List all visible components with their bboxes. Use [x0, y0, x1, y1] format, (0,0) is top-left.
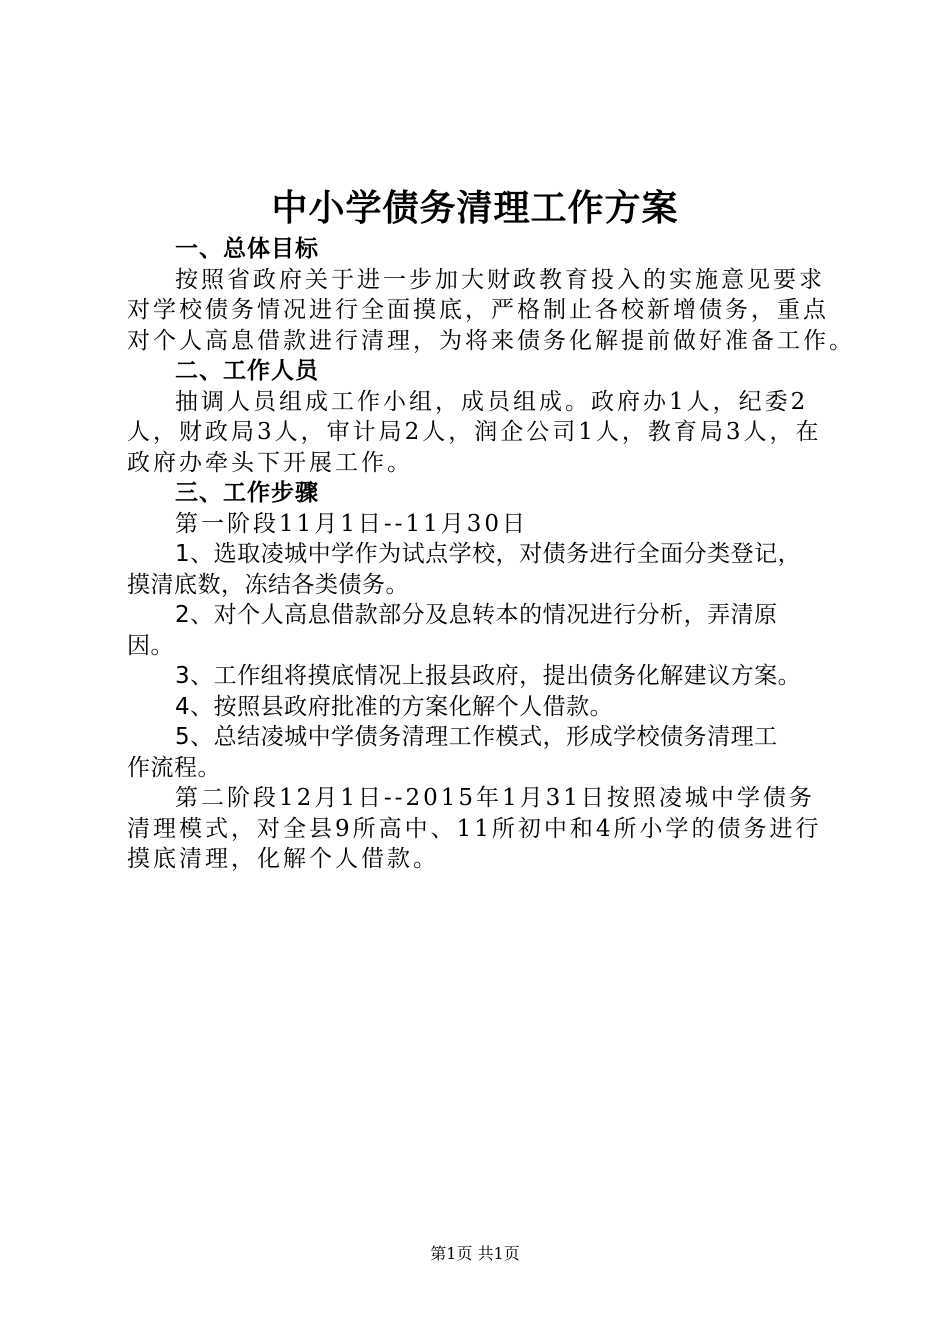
paragraph-line: 对个人高息借款进行清理，为将来债务化解提前做好准备工作。 [127, 327, 855, 354]
phase-one-line: 第一阶段11月1日--11月30日 [175, 510, 528, 537]
step-item-line: 1、选取凌城中学作为试点学校，对债务进行全面分类登记， [175, 541, 802, 567]
paragraph-line: 摸底清理，化解个人借款。 [127, 846, 439, 872]
document-body [127, 234, 855, 875]
step-item-line: 因。 [127, 632, 174, 659]
step-item-line: 作流程。 [127, 754, 221, 781]
step-item-line: 摸清底数，冻结各类债务。 [127, 571, 409, 598]
step-item-line: 3、工作组将摸底情况上报县政府，提出债务化解建议方案。 [175, 663, 802, 689]
section-heading-staff: 二、工作人员 [175, 358, 319, 384]
step-item-line: 5、总结凌城中学债务清理工作模式，形成学校债务清理工 [175, 724, 778, 750]
paragraph-line: 清理模式，对全县9所高中、11所初中和4所小学的债务进行 [127, 815, 822, 842]
step-item-line: 4、按照县政府批准的方案化解个人借款。 [175, 693, 614, 720]
paragraph-line: 对学校债务情况进行全面摸底，严格制止各校新增债务，重点 [127, 297, 829, 323]
paragraph-line: 人，财政局3人，审计局2人，润企公司1人，教育局3人，在 [127, 419, 822, 445]
document-title: 中小学债务清理工作方案 [271, 187, 679, 229]
paragraph-line: 抽调人员组成工作小组，成员组成。政府办1人，纪委2 [175, 388, 809, 415]
step-item-line: 2、对个人高息借款部分及息转本的情况进行分析，弄清原 [175, 602, 778, 628]
paragraph-line: 按照省政府关于进一步加大财政教育投入的实施意见要求 [175, 266, 825, 293]
page-footer: 第1页 共1页 [430, 1244, 520, 1263]
section-heading-steps: 三、工作步骤 [175, 480, 319, 506]
paragraph-line: 政府办牵头下开展工作。 [127, 449, 413, 476]
phase-two-line: 第二阶段12月1日--2015年1月31日按照凌城中学债务 [175, 785, 815, 811]
section-heading-goal: 一、总体目标 [175, 236, 319, 262]
